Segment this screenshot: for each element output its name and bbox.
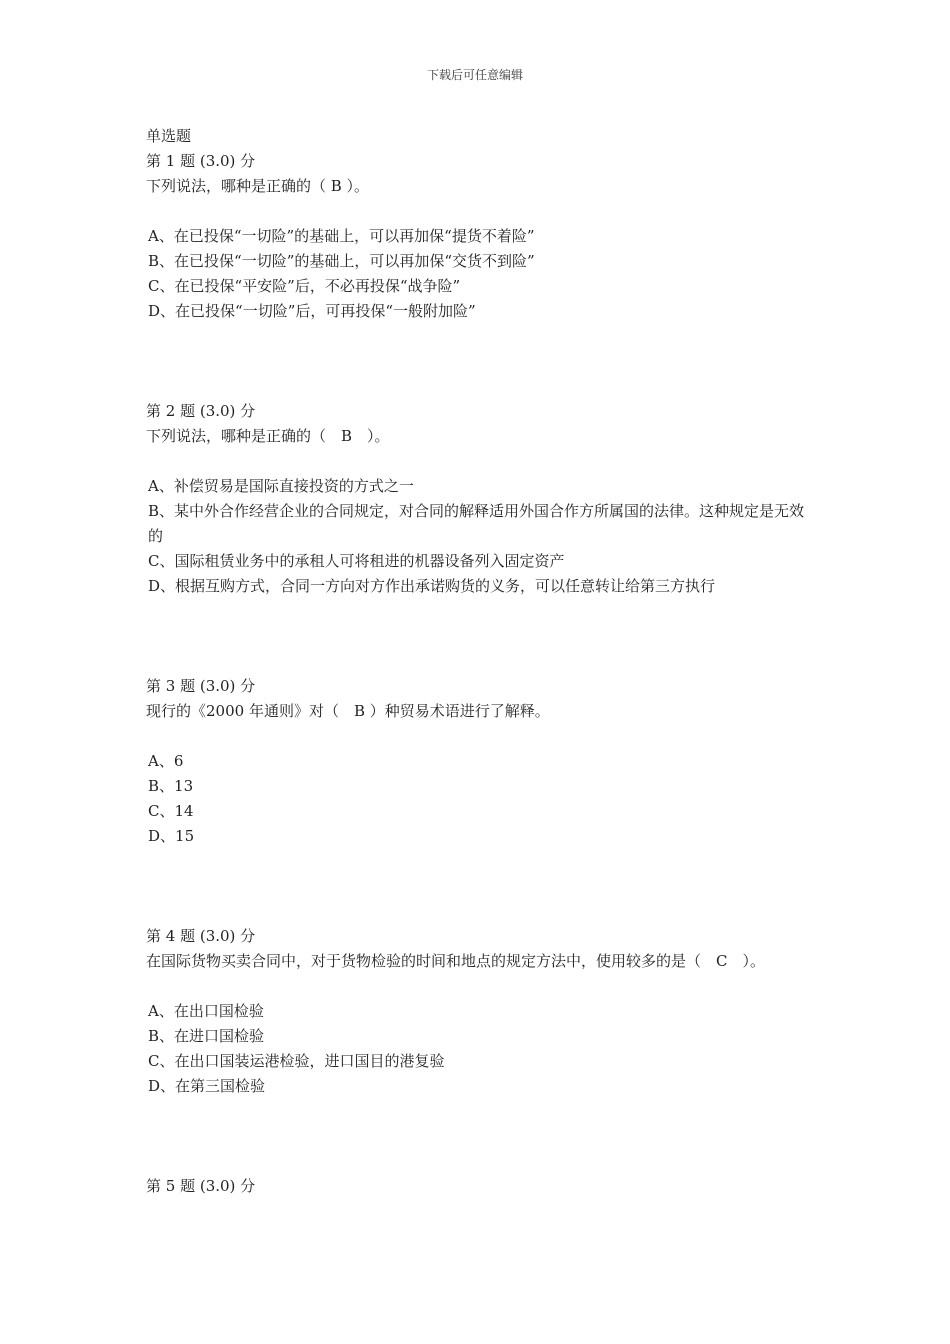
option-d: D、在已投保“一切险”后，可再投保“一般附加险” [148, 302, 476, 320]
question-title: 第 3 题 (3.0) 分 [146, 677, 256, 695]
question-stem: 在国际货物买卖合同中，对于货物检验的时间和地点的规定方法中，使用较多的是（ C ）。 [146, 952, 765, 970]
option-c: C、在出口国装运港检验，进口国目的港复验 [148, 1052, 445, 1070]
question-3 [146, 674, 814, 849]
question-title: 第 5 题 (3.0) 分 [146, 1177, 256, 1195]
option-d: D、根据互购方式，合同一方向对方作出承诺购货的义务，可以任意转让给第三方执行 [148, 577, 716, 595]
option-b: B、13 [148, 777, 194, 795]
question-stem: 现行的《2000 年通则》对（ B ）种贸易术语进行了解释。 [146, 702, 550, 720]
question-stem: 下列说法，哪种是正确的（ B ）。 [146, 177, 370, 195]
option-a: A、在出口国检验 [148, 1002, 264, 1020]
question-1 [146, 149, 814, 324]
option-a: A、在已投保“一切险”的基础上，可以再加保“提货不着险” [148, 227, 535, 245]
question-title: 第 4 题 (3.0) 分 [146, 927, 256, 945]
question-5 [146, 1174, 814, 1199]
question-title: 第 1 题 (3.0) 分 [146, 152, 256, 170]
option-a: A、补偿贸易是国际直接投资的方式之一 [148, 477, 414, 495]
option-d: D、15 [148, 827, 195, 845]
question-stem: 下列说法，哪种是正确的（ B ）。 [146, 427, 390, 445]
question-4 [146, 924, 814, 1099]
option-a: A、6 [148, 752, 184, 770]
option-c: C、国际租赁业务中的承租人可将租进的机器设备列入固定资产 [148, 552, 565, 570]
option-c: C、在已投保“平安险”后，不必再投保“战争险” [148, 277, 461, 295]
question-2 [146, 399, 814, 599]
page-header: 下载后可任意编辑 [426, 68, 523, 82]
option-b: B、在进口国检验 [148, 1027, 265, 1045]
option-d: D、在第三国检验 [148, 1077, 266, 1095]
document-body [146, 124, 814, 1199]
option-b: B、在已投保“一切险”的基础上，可以再加保“交货不到险” [148, 252, 535, 270]
option-b: B、某中外合作经营企业的合同规定，对合同的解释适用外国合作方所属国的法律。这种规定是无效的 [148, 502, 805, 545]
question-title: 第 2 题 (3.0) 分 [146, 402, 256, 420]
option-c: C、14 [148, 802, 194, 820]
section-title: 单选题 [146, 127, 192, 145]
